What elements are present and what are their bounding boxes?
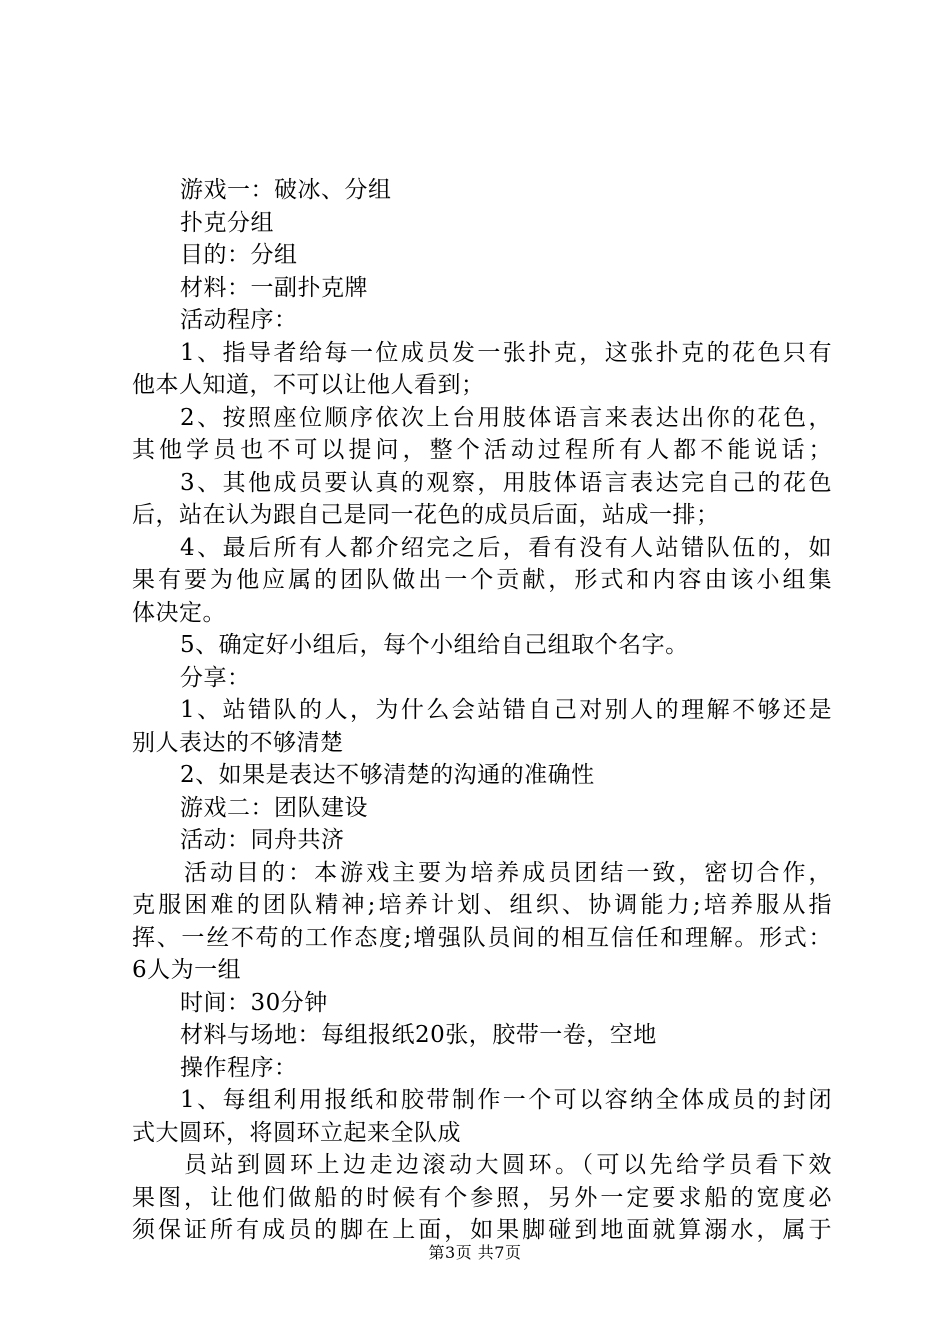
purpose-line: 目的：分组: [180, 242, 298, 268]
paragraph-line: 4、最后所有人都介绍完之后，看有没有人站错队伍的，如: [180, 534, 832, 561]
document-body: [132, 174, 832, 1247]
paragraph-line: 6人为一组: [132, 957, 242, 983]
share-heading: 分享：: [180, 664, 251, 691]
paragraph-line: 3、其他成员要认真的观察，用肢体语言表达完自己的花色: [180, 469, 832, 496]
paragraph-line: 其他学员也不可以提问，整个活动过程所有人都不能说话；: [132, 437, 832, 463]
paragraph-line: 挥、一丝不苟的工作态度;增强队员间的相互信任和理解。形式：: [132, 924, 832, 951]
paragraph-line: 须保证所有成员的脚在上面，如果脚碰到地面就算溺水，属于: [132, 1217, 832, 1243]
paragraph-line: 果图，让他们做船的时候有个参照，另外一定要求船的宽度必: [132, 1184, 832, 1211]
heading-game-one: 游戏一：破冰、分组: [180, 177, 392, 203]
materials-venue-line: 材料与场地：每组报纸20张，胶带一卷，空地: [180, 1022, 657, 1048]
paragraph-line: 2、按照座位顺序依次上台用肢体语言来表达出你的花色，: [180, 404, 832, 431]
paragraph-line: 体决定。: [132, 599, 226, 626]
paragraph-line: 1、站错队的人，为什么会站错自己对别人的理解不够还是: [180, 697, 832, 723]
heading-game-two: 游戏二：团队建设: [180, 794, 368, 821]
paragraph-line: 活动目的：本游戏主要为培养成员团结一致，密切合作，: [184, 859, 832, 886]
paragraph-line: 2、如果是表达不够清楚的沟通的准确性: [180, 762, 595, 788]
page-number-footer: 第3页 共7页: [428, 1243, 522, 1262]
materials-line: 材料：一副扑克牌: [180, 274, 368, 301]
paragraph-line: 5、确定好小组后，每个小组给自己组取个名字。: [180, 632, 689, 658]
paragraph-line: 1、每组利用报纸和胶带制作一个可以容纳全体成员的封闭: [180, 1087, 832, 1113]
paragraph-line: 克服困难的团队精神;培养计划、组织、协调能力;培养服从指: [132, 892, 832, 918]
time-line: 时间：30分钟: [180, 989, 328, 1016]
paragraph-line: 果有要为他应属的团队做出一个贡献，形式和内容由该小组集: [132, 567, 832, 593]
paragraph-line: 他本人知道，不可以让他人看到；: [132, 372, 485, 398]
operation-heading: 操作程序：: [180, 1054, 298, 1081]
paragraph-line: 员站到圆环上边走边滚动大圆环。（可以先给学员看下效: [184, 1152, 832, 1178]
subheading-poker-grouping: 扑克分组: [180, 209, 274, 236]
paragraph-line: 式大圆环，将圆环立起来全队成: [132, 1119, 461, 1146]
paragraph-line: 后，站在认为跟自己是同一花色的成员后面，站成一排；: [132, 502, 720, 528]
paragraph-line: 别人表达的不够清楚: [132, 729, 344, 756]
activity-line: 活动：同舟共济: [180, 827, 345, 853]
paragraph-line: 1、指导者给每一位成员发一张扑克，这张扑克的花色只有: [180, 339, 832, 366]
procedure-heading: 活动程序：: [180, 307, 298, 333]
